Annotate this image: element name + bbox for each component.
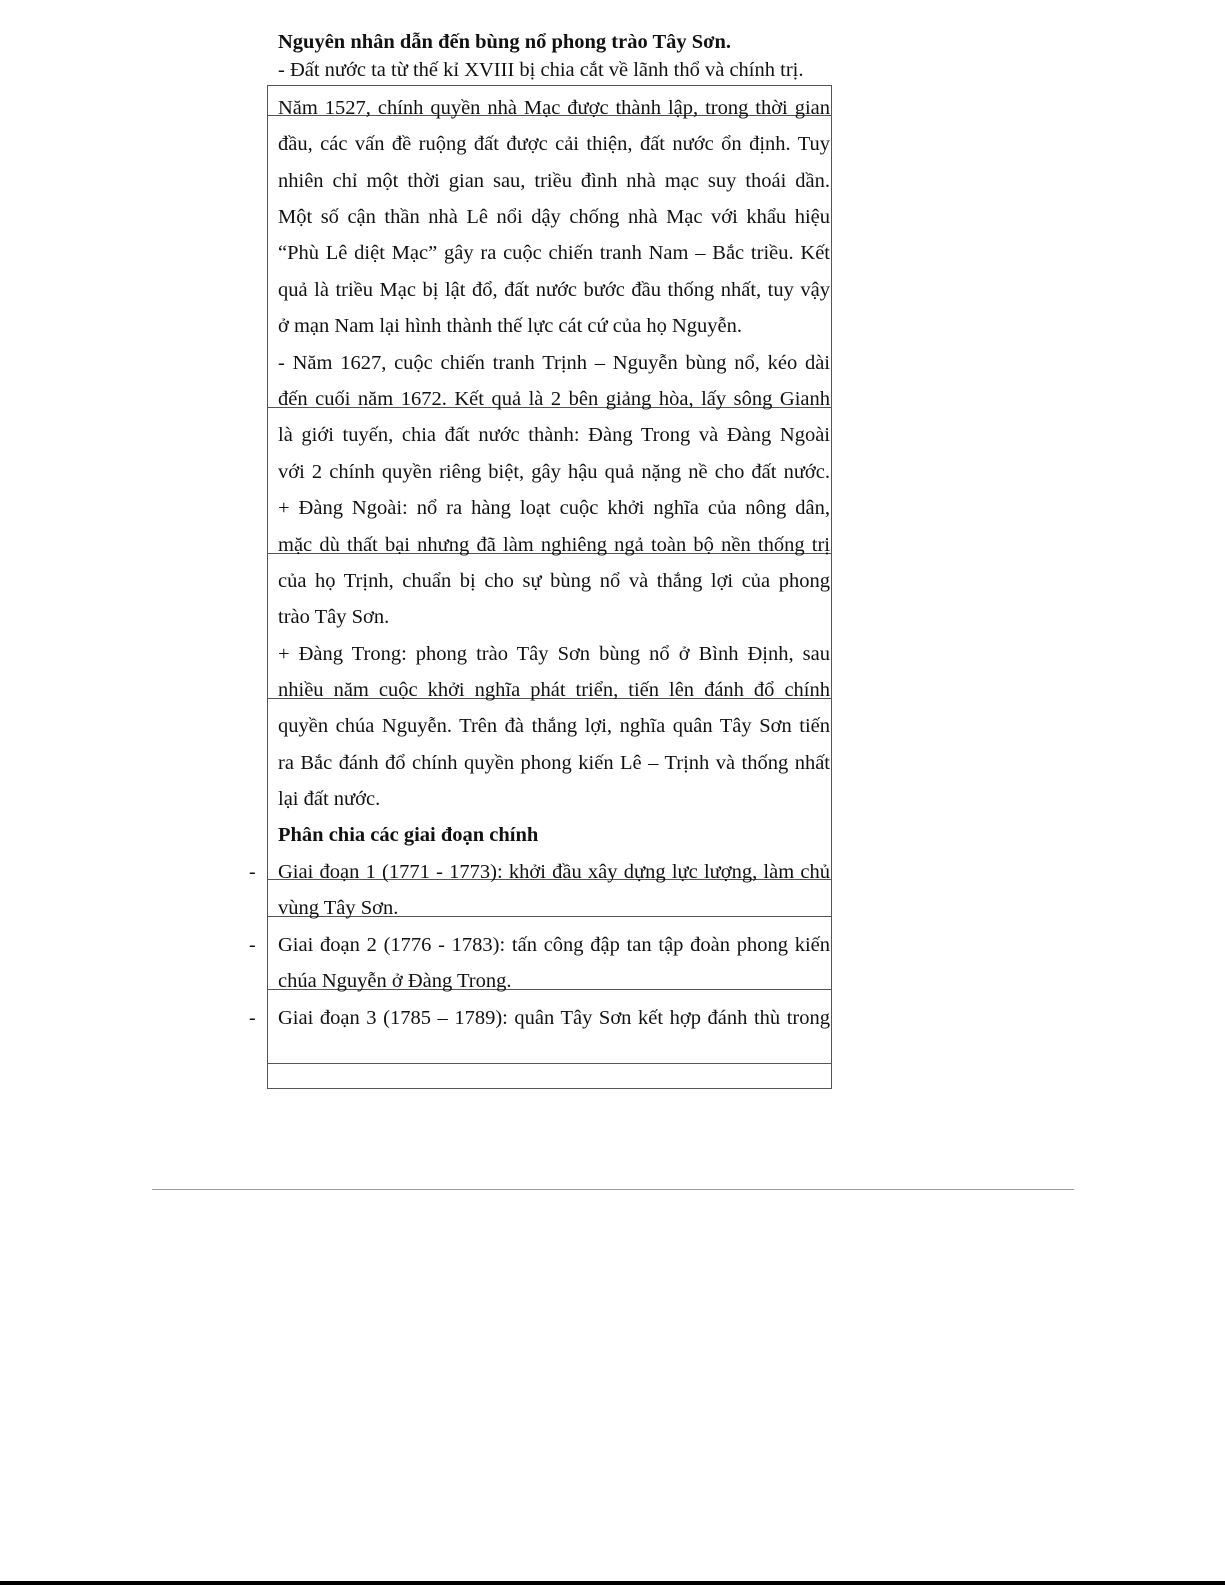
paragraph-line: là giới tuyến, chia đất nước thành: Đàng Trong và Đàng Ngoài — [278, 424, 830, 446]
paragraph-line: nhiên chỉ một thời gian sau, triều đình nhà mạc suy thoái dần. — [278, 170, 830, 192]
paragraph-line: với 2 chính quyền riêng biệt, gây hậu quả nặng nề cho đất nước. — [278, 461, 830, 483]
paragraph-line: của họ Trịnh, chuẩn bị cho sự bùng nổ và thắng lợi của phong — [278, 570, 830, 592]
page-bottom-edge — [0, 1581, 1225, 1585]
paragraph-line: quả là triều Mạc bị lật đổ, đất nước bước đầu thống nhất, tuy vậy — [278, 279, 830, 301]
paragraph-line: ra Bắc đánh đổ chính quyền phong kiến Lê – Trịnh và thống nhất — [278, 752, 830, 774]
paragraph-line: mặc dù thất bại nhưng đã làm nghiêng ngả toàn bộ nền thống trị — [278, 534, 830, 556]
bullet-marker: - — [249, 861, 256, 883]
page-separator — [152, 1189, 1074, 1190]
stage-line: Giai đoạn 2 (1776 - 1783): tấn công đập tan tập đoàn phong kiến — [278, 934, 830, 956]
paragraph-line: + Đàng Trong: phong trào Tây Sơn bùng nổ ở Bình Định, sau — [278, 643, 830, 665]
stage-line: Giai đoạn 3 (1785 – 1789): quân Tây Sơn kết hợp đánh thù trong — [278, 1007, 830, 1029]
paragraph-line: nhiều năm cuộc khởi nghĩa phát triển, tiến lên đánh đổ chính — [278, 679, 830, 701]
bullet-marker: - — [249, 1007, 256, 1029]
paragraph-line: ở mạn Nam lại hình thành thế lực cát cứ của họ Nguyễn. — [278, 315, 742, 337]
document-heading: Nguyên nhân dẫn đến bùng nổ phong trào Tây Sơn. — [278, 31, 732, 53]
paragraph-line: đến cuối năm 1672. Kết quả là 2 bên giảng hòa, lấy sông Gianh — [278, 388, 830, 410]
stage-line: Giai đoạn 1 (1771 - 1773): khởi đầu xây dựng lực lượng, làm chủ — [278, 861, 830, 883]
section-heading: Phân chia các giai đoạn chính — [278, 824, 539, 846]
paragraph-line: + Đàng Ngoài: nổ ra hàng loạt cuộc khởi nghĩa của nông dân, — [278, 497, 830, 519]
paragraph-line: lại đất nước. — [278, 788, 381, 810]
paragraph-line: quyền chúa Nguyễn. Trên đà thắng lợi, nghĩa quân Tây Sơn tiến — [278, 715, 830, 737]
paragraph-line: trào Tây Sơn. — [278, 606, 390, 628]
intro-line: - Đất nước ta từ thế kỉ XVIII bị chia cắt về lãnh thổ và chính trị. — [278, 59, 804, 81]
paragraph-line: Một số cận thần nhà Lê nổi dậy chống nhà Mạc với khẩu hiệu — [278, 206, 830, 228]
paragraph-line: Năm 1527, chính quyền nhà Mạc được thành lập, trong thời gian — [278, 97, 830, 119]
box-divider — [267, 1063, 832, 1064]
bullet-marker: - — [249, 934, 256, 956]
paragraph-line: - Năm 1627, cuộc chiến tranh Trịnh – Nguyễn bùng nổ, kéo dài — [278, 352, 830, 374]
paragraph-line: “Phù Lê diệt Mạc” gây ra cuộc chiến tranh Nam – Bắc triều. Kết — [278, 242, 830, 264]
paragraph-line: đầu, các vấn đề ruộng đất được cải thiện, đất nước ổn định. Tuy — [278, 133, 830, 155]
stage-line: chúa Nguyễn ở Đàng Trong. — [278, 970, 512, 992]
stage-line: vùng Tây Sơn. — [278, 897, 399, 919]
